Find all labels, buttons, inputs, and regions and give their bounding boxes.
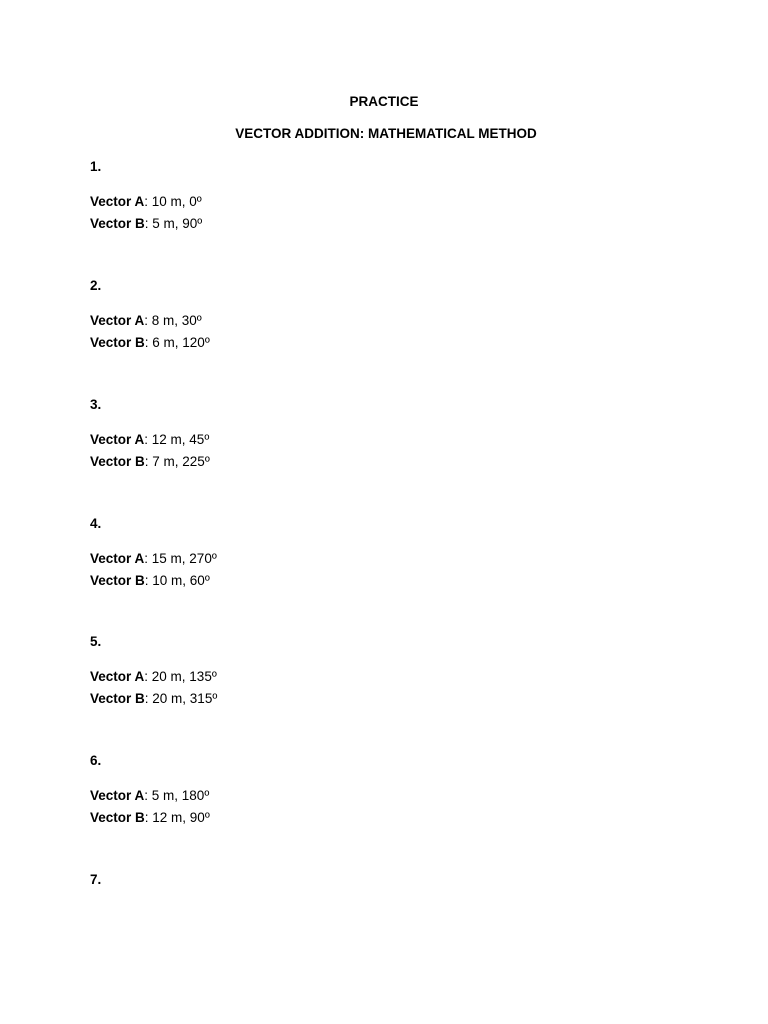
vector-a-value: : 12 m, 45º bbox=[144, 432, 210, 447]
vector-a-label: Vector A bbox=[90, 788, 145, 803]
vector-b-line bbox=[90, 807, 690, 829]
vector-b-label: Vector B bbox=[90, 454, 145, 469]
vector-b-label: Vector B bbox=[90, 335, 145, 350]
page-subtitle: VECTOR ADDITION: MATHEMATICAL METHOD bbox=[235, 126, 537, 141]
problem-5 bbox=[90, 634, 690, 710]
vector-a-line bbox=[90, 785, 690, 807]
problem-6 bbox=[90, 753, 690, 829]
vector-a-line bbox=[90, 666, 690, 688]
vector-a-value: : 20 m, 135º bbox=[144, 669, 217, 684]
vector-b-line bbox=[90, 213, 690, 235]
vector-a-line bbox=[90, 310, 690, 332]
problem-1 bbox=[90, 159, 690, 235]
vector-a-value: : 8 m, 30º bbox=[144, 313, 202, 328]
vector-a-label: Vector A bbox=[90, 551, 145, 566]
problem-number: 7. bbox=[90, 872, 102, 887]
vector-a-line bbox=[90, 548, 690, 570]
vector-b-label: Vector B bbox=[90, 573, 145, 588]
vector-a-label: Vector A bbox=[90, 313, 145, 328]
vector-a-value: : 10 m, 0º bbox=[144, 194, 202, 209]
vector-b-label: Vector B bbox=[90, 216, 145, 231]
vector-b-value: : 7 m, 225º bbox=[144, 454, 210, 469]
problem-4 bbox=[90, 516, 690, 592]
problem-number: 3. bbox=[90, 397, 102, 412]
problem-7 bbox=[90, 872, 690, 888]
vector-b-value: : 6 m, 120º bbox=[144, 335, 210, 350]
vector-b-line bbox=[90, 451, 690, 473]
vector-b-line bbox=[90, 332, 690, 354]
vector-b-line bbox=[90, 688, 690, 710]
problem-number: 2. bbox=[90, 278, 102, 293]
vector-a-line bbox=[90, 429, 690, 451]
vector-a-label: Vector A bbox=[90, 432, 145, 447]
vector-b-label: Vector B bbox=[90, 691, 145, 706]
problem-3 bbox=[90, 397, 690, 473]
vector-b-line bbox=[90, 570, 690, 592]
vector-a-value: : 15 m, 270º bbox=[144, 551, 217, 566]
vector-b-value: : 20 m, 315º bbox=[144, 691, 218, 706]
problem-number: 5. bbox=[90, 634, 102, 649]
vector-a-label: Vector A bbox=[90, 194, 145, 209]
problem-number: 1. bbox=[90, 159, 102, 174]
vector-b-value: : 12 m, 90º bbox=[144, 810, 210, 825]
vector-b-value: : 5 m, 90º bbox=[144, 216, 203, 231]
vector-b-label: Vector B bbox=[90, 810, 145, 825]
problem-number: 4. bbox=[90, 516, 102, 531]
vector-a-line bbox=[90, 191, 690, 213]
problem-number: 6. bbox=[90, 753, 102, 768]
vector-a-label: Vector A bbox=[90, 669, 145, 684]
problem-2 bbox=[90, 278, 690, 354]
page-title: PRACTICE bbox=[349, 94, 419, 109]
vector-b-value: : 10 m, 60º bbox=[144, 573, 210, 588]
vector-a-value: : 5 m, 180º bbox=[144, 788, 210, 803]
